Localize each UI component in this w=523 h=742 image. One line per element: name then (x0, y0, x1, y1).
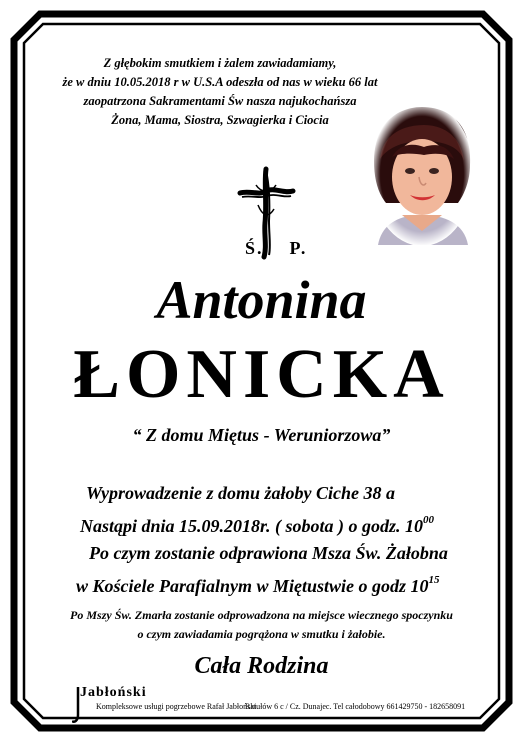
family-signature: Cała Rodzina (194, 653, 329, 679)
intro-line: Z głębokim smutkiem i żalem zawiadamiamy, (103, 56, 337, 70)
intro-line: Żona, Mama, Siostra, Szwagierka i Ciocia (111, 113, 329, 127)
funeral-date-text: Nastąpi dnia 15.09.2018r. ( sobota ) o godz. 10 (80, 516, 424, 536)
funeral-line (66, 567, 486, 600)
mass-time-minutes: 15 (428, 574, 440, 586)
intro-line: zaopatrzona Sakramentami Św nasza najukochańsza (83, 94, 357, 108)
burial-line: Po Mszy Św. Zmarła zostanie odprowadzona na miejsce wiecznego spoczynku (70, 608, 453, 622)
funeral-line: Wyprowadzenie z domu żałoby Ciche 38 a (86, 483, 396, 503)
mass-location-text: w Kościele Parafialnym w Miętustwie o godz 10 (76, 576, 429, 596)
funeral-line: Po czym zostanie odprawiona Msza Św. Żałobna (89, 543, 448, 563)
first-name: Antonina (156, 270, 367, 330)
sp-initials (245, 238, 307, 259)
burial-text (0, 606, 523, 644)
sp-left: Ś. (245, 238, 264, 258)
burial-line: o czym zawiadamia pogrążona w smutku i żałobie. (137, 627, 386, 641)
intro-line: że w dniu 10.05.2018 r w U.S.A odeszła od nas w wieku 66 lat (62, 75, 378, 89)
funeral-details (66, 480, 486, 600)
maiden-name: “ Z domu Miętus - Weruniorzowa” (132, 425, 391, 445)
company-tagline: Kompleksowe usługi pogrzebowe Rafał Jabłoński (96, 702, 257, 711)
portrait-photo (372, 103, 472, 245)
funeral-line (66, 507, 486, 540)
company-contact: Ratułów 6 c / Cz. Dunajec. Tel całodobowy 661429750 - 182658091 (245, 702, 466, 711)
surname: ŁONICKA (73, 336, 450, 413)
intro-text (60, 54, 380, 130)
funeral-time-minutes: 00 (423, 514, 435, 526)
sp-right: P. (289, 238, 308, 258)
company-name: Jabłoński (80, 685, 147, 700)
